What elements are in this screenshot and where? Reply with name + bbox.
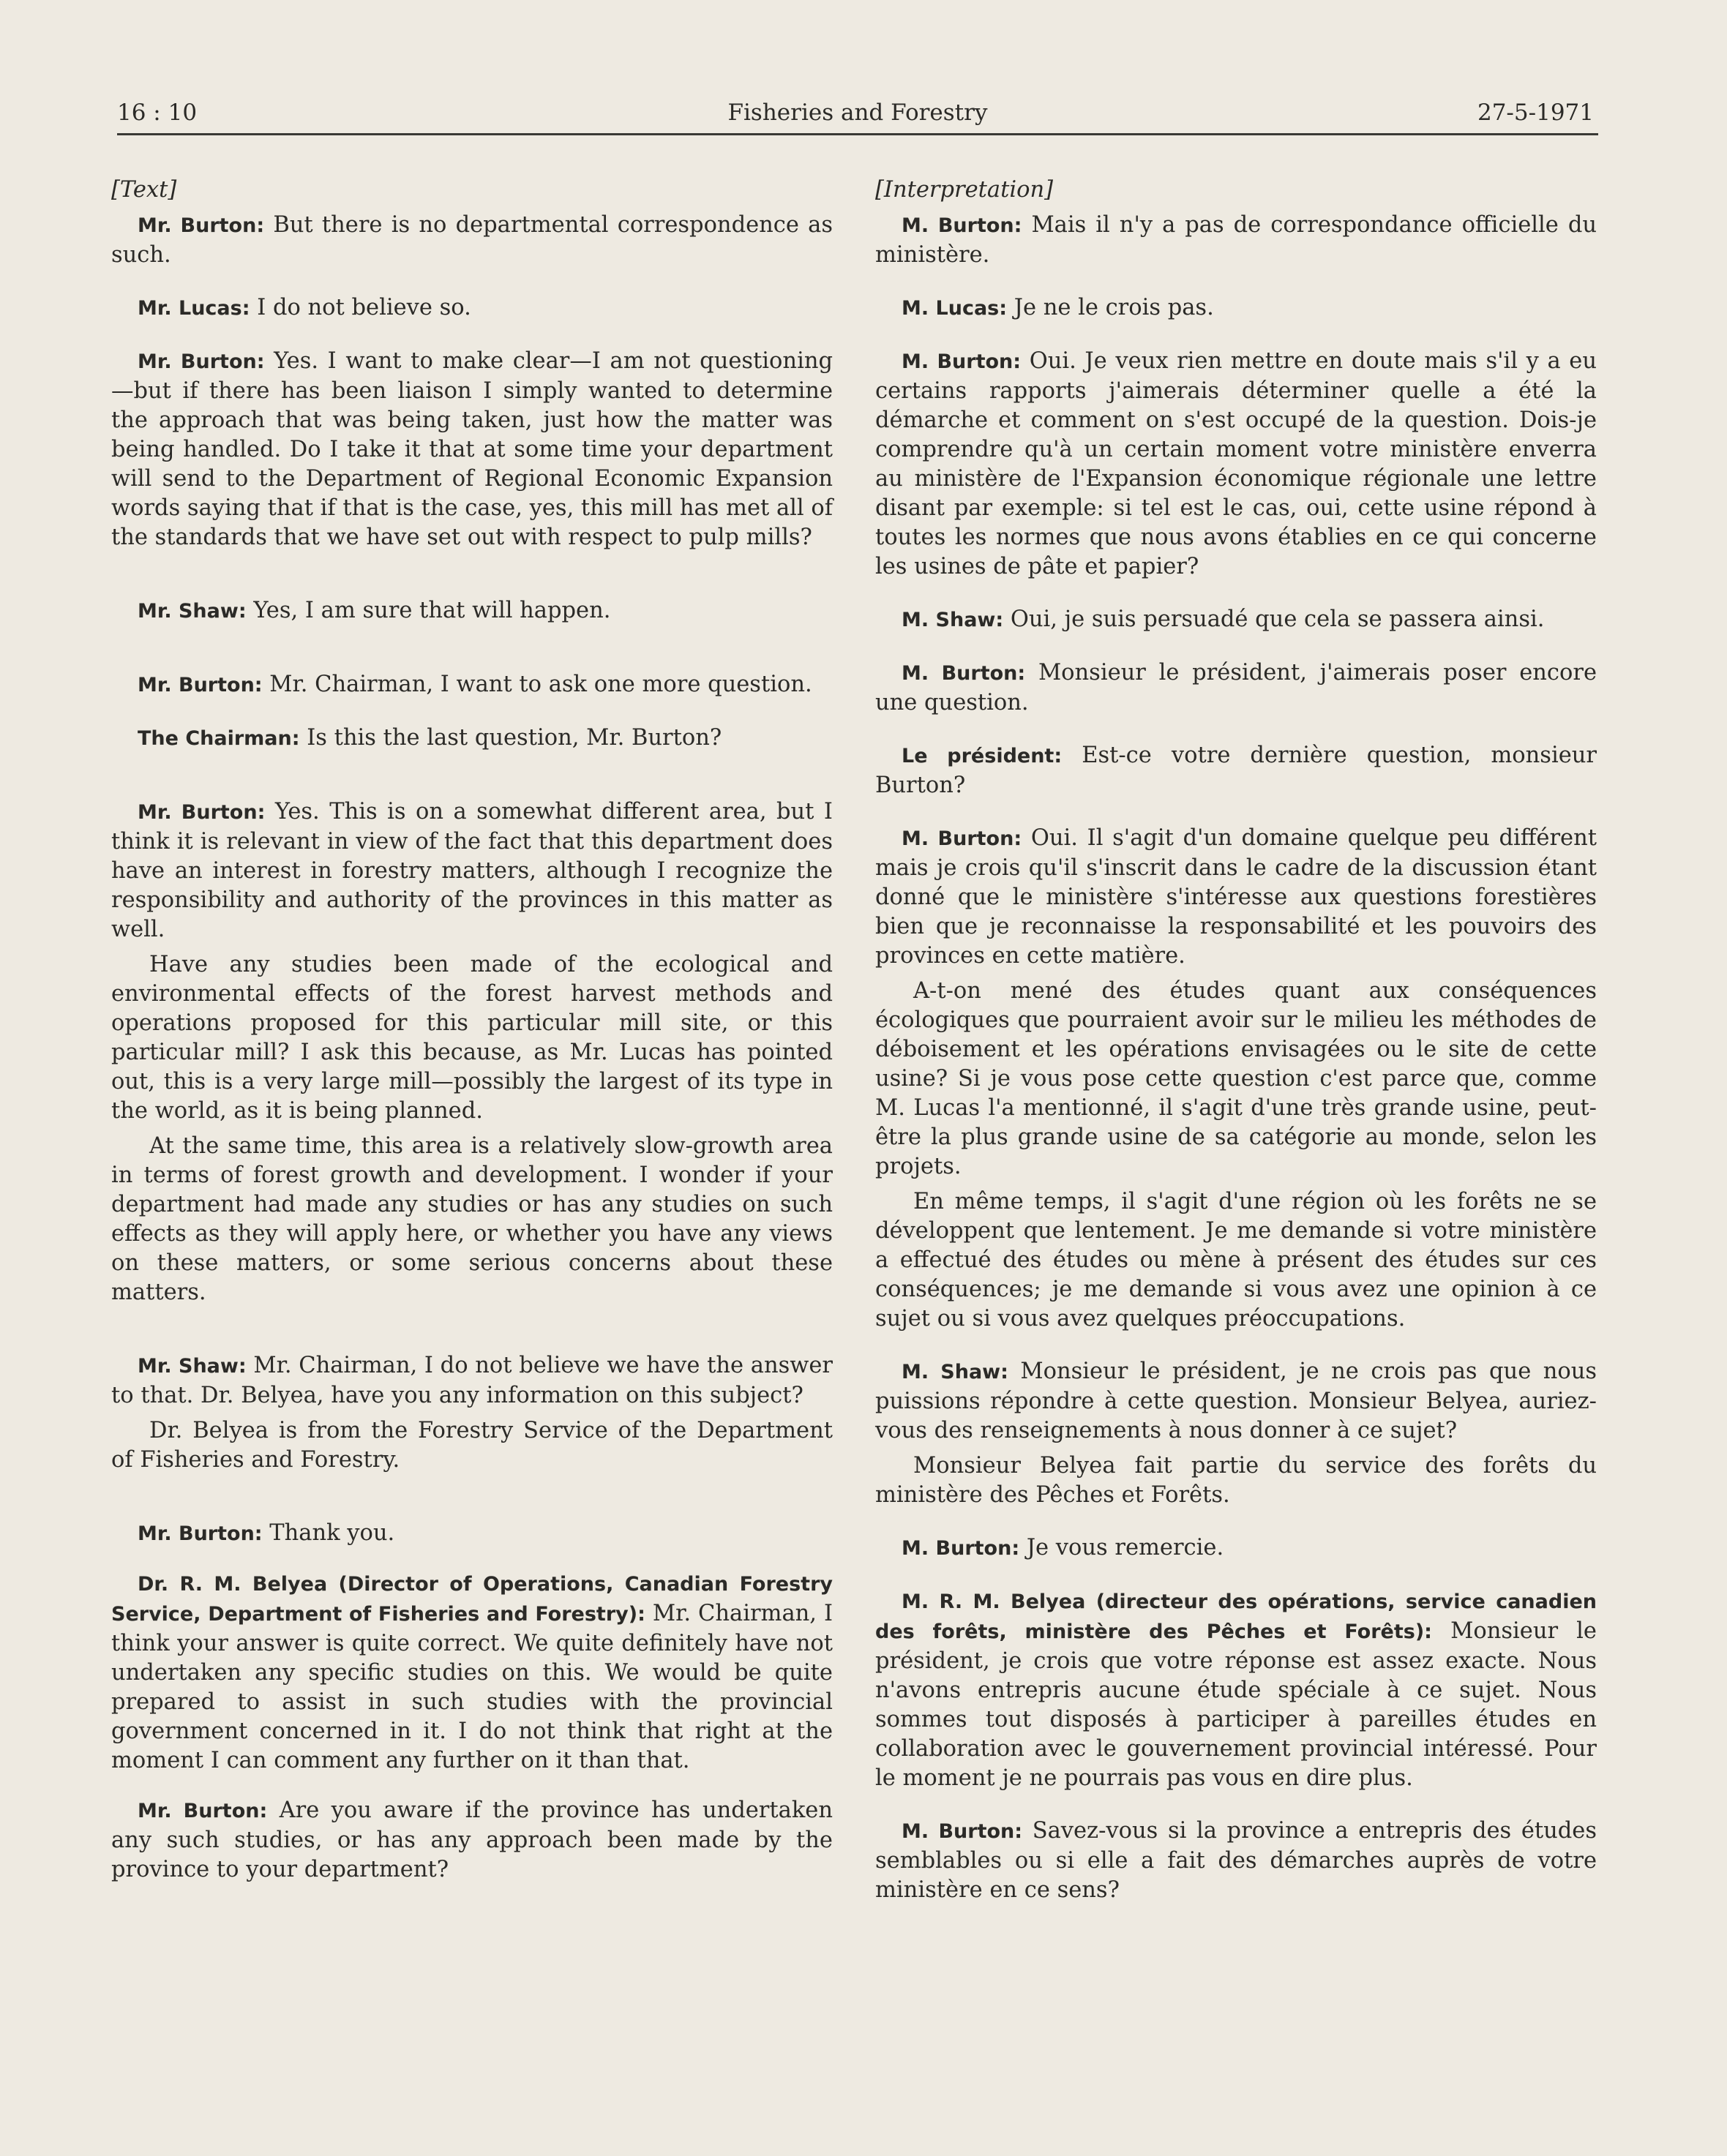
paragraph <box>111 1351 833 1411</box>
paragraph-text: Is this the last question, Mr. Burton? <box>299 725 722 751</box>
paragraph-text: Monsieur le président, je crois que votre réponse est assez exacte. Nous n'avons entrepris aucune étude spéciale à ce sujet. Nous sommes tout disposés à participer à pareilles études en collaboration avec le gouvernement provincial intéressé. Pour le moment je ne pourrais pas vous en dire plus. <box>875 1618 1597 1791</box>
paragraph-text: A-t-on mené des études quant aux conséquences écologiques que pourraient avoir sur le milieu les méthodes de déboisement et les opérations envisagées ou le site de cette usine? Si je vous pose cette question c'est parce que, comme M. Lucas l'a mentionné, il s'agit d'une très grande usine, peut-être la plus grande usine de sa catégorie au monde, selon les projets. <box>875 978 1597 1179</box>
paragraph <box>875 741 1597 800</box>
speaker-name: Mr. Shaw: <box>138 1355 247 1378</box>
paragraph <box>111 1796 833 1885</box>
paragraph <box>875 824 1597 971</box>
section-label-interpretation: [Interpretation] <box>875 177 1053 203</box>
speaker-name: Mr. Shaw: <box>138 600 247 623</box>
paragraph-text: Mr. Chairman, I do not believe we have the answer to that. Dr. Belyea, have you any information on this subject? <box>111 1353 833 1408</box>
speaker-name: M. R. M. Belyea (directeur des opérations, service canadien des forêts, ministère des Pêches et Forêts): <box>875 1590 1597 1643</box>
speaker-name: Mr. Burton: <box>138 1522 263 1545</box>
paragraph-text: At the same time, this area is a relatively slow-growth area in terms of forest growth and development. I wonder if your department had made any studies or has any studies on such effects as they will apply here, or whether you have any views on these matters, or some serious concerns about these matters. <box>111 1133 833 1305</box>
paragraph <box>875 1533 1597 1563</box>
paragraph <box>875 1451 1597 1510</box>
speaker-name: M. Lucas: <box>902 297 1008 320</box>
paragraph-text: Yes. I want to make clear—I am not questioning—but if there has been liaison I simply wanted to determine the approach that was being taken, just how the matter was being handled. Do I take it that at some time your department will send to the Department of Regional Economic Expansion words saying that if that is the case, yes, this mill has met all of the standards that we have set out with respect to pulp mills? <box>111 348 833 550</box>
speaker-name: Mr. Burton: <box>138 214 265 237</box>
paragraph-text: Je vous remercie. <box>1019 1535 1224 1560</box>
paragraph-text: Oui, je suis persuadé que cela se passera ainsi. <box>1003 606 1545 632</box>
paragraph <box>875 605 1597 635</box>
speaker-name: Mr. Burton: <box>138 350 265 373</box>
paragraph-text: Yes. This is on a somewhat different area, but I think it is relevant in view of the fact that this department does have an interest in forestry matters, although I recognize the responsibility and authority of the provinces in this matter as well. <box>111 799 833 942</box>
paragraph <box>875 977 1597 1182</box>
speaker-name: Le président: <box>902 745 1063 767</box>
speaker-name: M. Shaw: <box>902 609 1004 631</box>
paragraph <box>875 1187 1597 1334</box>
paragraph <box>111 1569 833 1776</box>
running-title: Fisheries and Forestry <box>727 99 988 126</box>
paragraph-text: Est-ce votre dernière question, monsieur Burton? <box>875 743 1597 798</box>
speaker-name: Mr. Lucas: <box>138 297 250 320</box>
paragraph-text: Have any studies been made of the ecological and environmental effects of the forest harvest methods and operations proposed for this particular mill site, or this particular mill? I ask this because, as Mr. Lucas has pointed out, this is a very large mill—possibly the largest of its type in the world, as it is being planned. <box>111 952 833 1124</box>
paragraph <box>875 1817 1597 1905</box>
speaker-name: M. Burton: <box>902 827 1022 850</box>
paragraph <box>875 347 1597 582</box>
speaker-name: M. Burton: <box>902 1537 1020 1560</box>
speaker-name: M. Burton: <box>902 350 1022 373</box>
french-column <box>875 176 1597 1905</box>
speaker-name: M. Burton: <box>902 1820 1023 1843</box>
paragraph <box>111 596 833 626</box>
paragraph <box>111 211 833 270</box>
paragraph-text: Mr. Chairman, I think your answer is quite correct. We quite definitely have not undertaken any specific studies on this. We would be quite prepared to assist in such studies with the provincial government concerned in it. I do not think that right at the moment I can comment any further on it than that. <box>111 1601 833 1773</box>
speaker-name: Mr. Burton: <box>138 1800 268 1822</box>
paragraph-text: Are you aware if the province has undertaken any such studies, or has any approach been made by the province to your department? <box>111 1798 833 1882</box>
paragraph <box>111 724 833 754</box>
english-column <box>111 176 833 1885</box>
paragraph <box>111 670 833 700</box>
paragraph <box>111 950 833 1126</box>
paragraph <box>875 1357 1597 1446</box>
paragraph <box>111 1132 833 1307</box>
paragraph <box>875 658 1597 718</box>
speaker-name: The Chairman: <box>138 727 300 750</box>
paragraph <box>111 293 833 323</box>
paragraph <box>875 293 1597 323</box>
paragraph-text: Mr. Chairman, I want to ask one more question. <box>262 672 812 697</box>
paragraph-text: Je ne le crois pas. <box>1007 295 1214 320</box>
header-date: 27-5-1971 <box>1477 99 1594 126</box>
paragraph <box>111 1416 833 1475</box>
paragraph <box>111 347 833 552</box>
paragraph-text: I do not believe so. <box>250 295 471 320</box>
paragraph-text: Oui. Il s'agit d'un domaine quelque peu différent mais je crois qu'il s'inscrit dans le cadre de la discussion étant donné que le ministère s'intéresse aux questions forestières bien que je reconnaisse la responsabilité et les pouvoirs des provinces en cette matière. <box>875 825 1597 969</box>
paragraph <box>875 211 1597 270</box>
speaker-name: M. Shaw: <box>902 1361 1008 1383</box>
paragraph-text: Savez-vous si la province a entrepris des études semblables ou si elle a fait des démarches auprès de votre ministère en ce sens? <box>875 1818 1597 1903</box>
paragraph-text: Monsieur Belyea fait partie du service des forêts du ministère des Pêches et Forêts. <box>875 1453 1597 1508</box>
paragraph-text: Yes, I am sure that will happen. <box>246 598 611 623</box>
section-label-text: [Text] <box>111 177 177 203</box>
paragraph <box>111 1519 833 1549</box>
paragraph-text: Dr. Belyea is from the Forestry Service of the Department of Fisheries and Forestry. <box>111 1418 833 1473</box>
paragraph <box>875 1587 1597 1793</box>
speaker-name: M. Burton: <box>902 662 1026 685</box>
speaker-name: Mr. Burton: <box>138 674 263 696</box>
paragraph <box>111 797 833 944</box>
page-number: 16 : 10 <box>117 99 198 126</box>
page-header <box>117 97 1598 135</box>
speaker-name: M. Burton: <box>902 214 1022 237</box>
paragraph-text: Thank you. <box>262 1520 395 1546</box>
paragraph-text: En même temps, il s'agit d'une région où les forêts ne se développent que lentement. Je me demande si votre ministère a effectué des études ou mène à présent des études sur ces conséquences; je me demande si vous avez une opinion à ce sujet ou si vous avez quelques préoccupations. <box>875 1189 1597 1331</box>
paragraph-text: But there is no departmental correspondence as such. <box>111 212 833 268</box>
paragraph-text: Oui. Je veux rien mettre en doute mais s'il y a eu certains rapports j'aimerais déterminer quelle a été la démarche et comment on s'est occupé de la question. Dois-je comprendre qu'à un certain moment votre ministère enverra au ministère de l'Expansion économique régionale une lettre disant par exemple: si tel est le cas, oui, cette usine répond à toutes les normes que nous avons établies en ce qui concerne les usines de pâte et papier? <box>875 348 1597 579</box>
paragraph-text: Monsieur le président, j'aimerais poser encore une question. <box>875 660 1597 715</box>
speaker-name: Mr. Burton: <box>138 801 266 824</box>
speaker-name: Dr. R. M. Belyea (Director of Operations, Canadian Forestry Service, Department of Fisheries and Forestry): <box>111 1573 833 1626</box>
paragraph-text: Mais il n'y a pas de correspondance officielle du ministère. <box>875 212 1597 268</box>
paragraph-text: Monsieur le président, je ne crois pas que nous puissions répondre à cette question. Monsieur Belyea, auriez-vous des renseignements à nous donner à ce sujet? <box>875 1359 1597 1443</box>
